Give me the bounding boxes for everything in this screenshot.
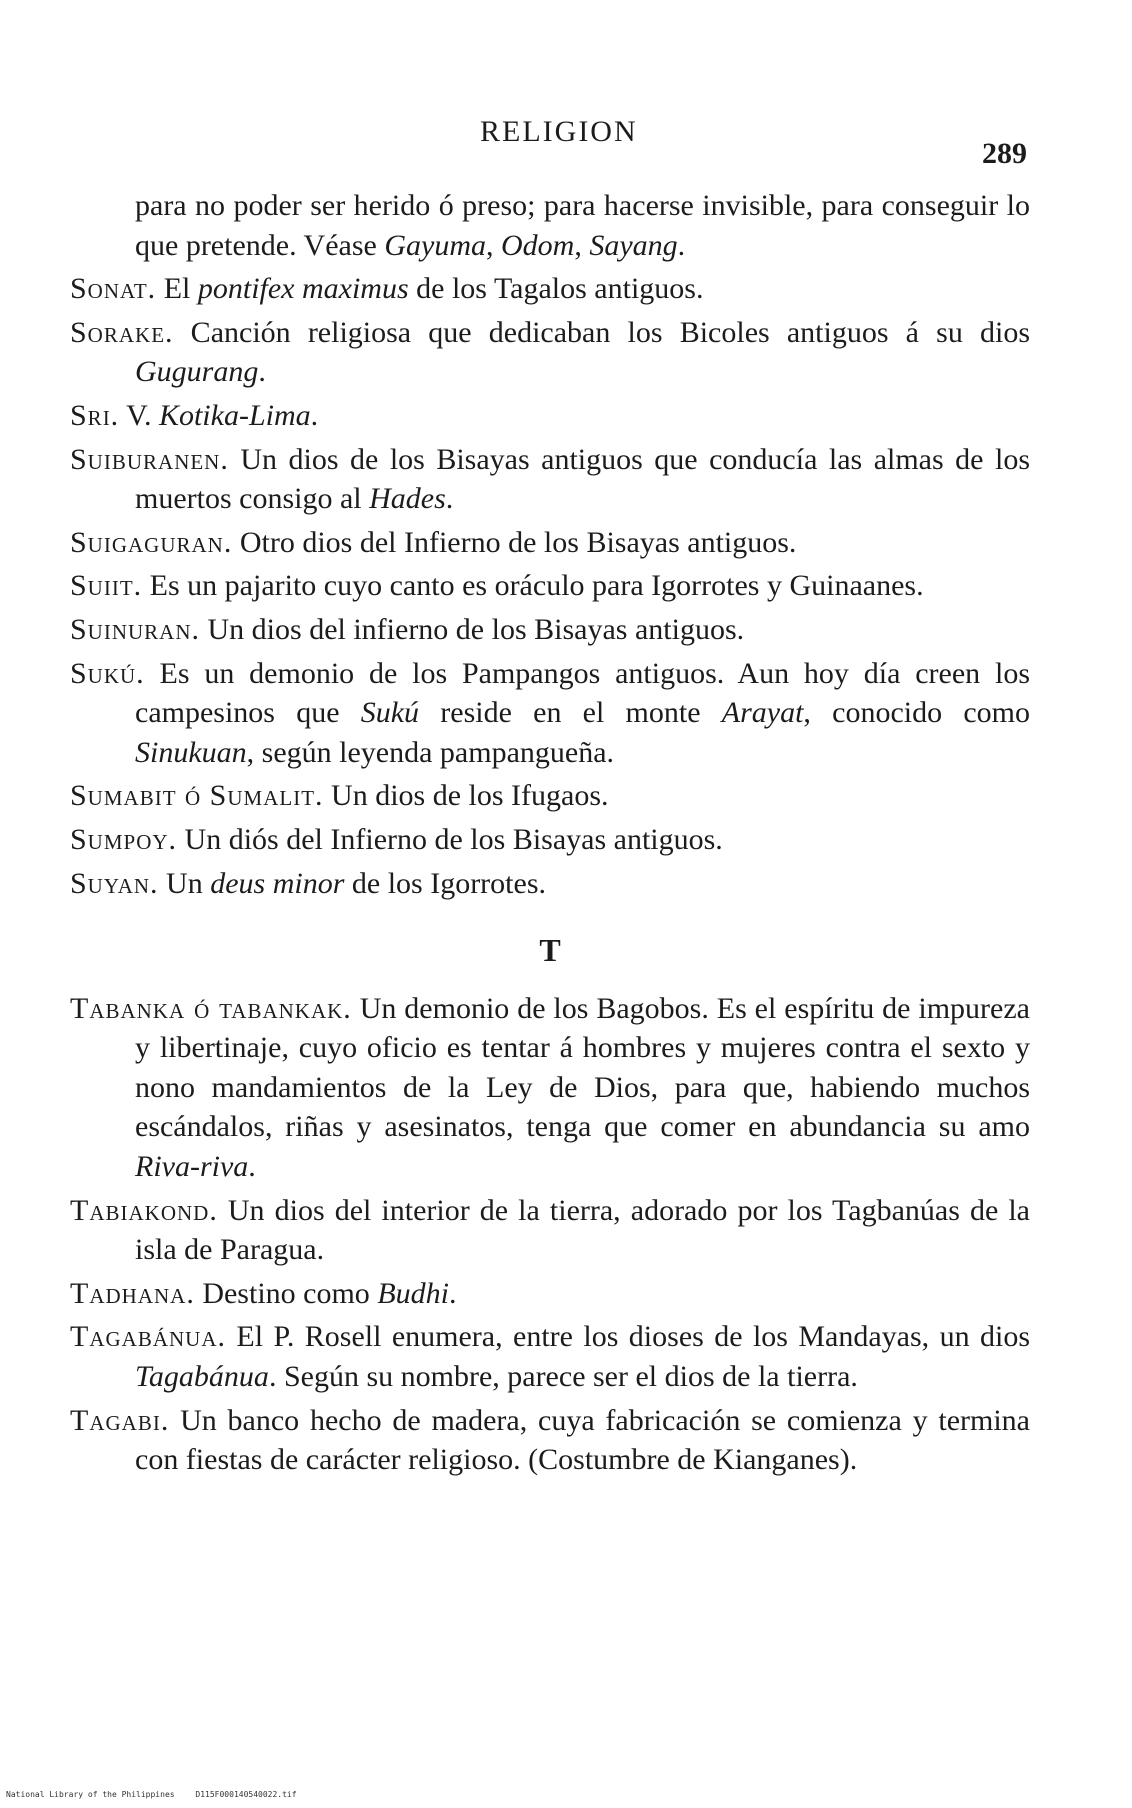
headword: Tagabánua. [70,1320,226,1354]
headword: Sumpoy. [70,822,178,856]
cross-ref: Odom [501,228,575,262]
entry-suku: Sukú. Es un demonio de los Pampangos antiguos. Aun hoy día creen los campesinos que Sukú reside en el monte Arayat, conocido como Sinukuan, según leyenda pampangueña. [70,656,1030,769]
headword: Tabanka ó tabankak. [70,991,352,1025]
scan-footer [6,1790,313,1799]
headword: Sumabit ó Sumalit. [70,779,324,813]
continuation-paragraph: para no poder ser herido ó preso; para hacerse invisible, para conseguir lo que pretende. Véase Gayuma, Odom, Sayang. [135,189,1030,262]
entry-tabanka: Tabanka ó tabankak. Un demonio de los Bagobos. Es el espíritu de impureza y libertinaje, cuyo oficio es tentar á hombres y mujeres contra el sexto y nono mandamientos de la Ley de Dios, para que, habiendo muchos escándalos, riñas y asesinatos, tenga que comer en abundancia su amo Riva-riva. [70,991,1030,1184]
entry-sumabit: Sumabit ó Sumalit. Un dios de los Ifugaos. [70,779,609,813]
section-letter: T [539,932,561,969]
headword: Sorake. [70,315,174,349]
dictionary-body [70,186,1030,1484]
headword: Tabiakond. [70,1193,218,1227]
entry-sri: Sri. V. Kotika-Lima. [70,398,319,432]
headword: Suiit. [70,569,143,603]
headword: Suiburanen. [70,442,229,476]
cross-ref: Gayuma [384,228,486,262]
entry-tagabi: Tagabi. Un banco hecho de madera, cuya fabricación se comienza y termina con fiestas de carácter religioso. (Costumbre de Kianganes). [70,1403,1030,1477]
headword: Sri. [70,398,120,432]
entry-suiit: Suiit. Es un pajarito cuyo canto es oráculo para Igorrotes y Guinaanes. [70,569,924,603]
entry-tadhana: Tadhana. Destino como Budhi. [70,1276,457,1310]
headword: Suyan. [70,866,159,900]
entry-sorake: Sorake. Canción religiosa que dedicaban los Bicoles antiguos á su dios Gugurang. [70,315,1030,389]
footer-file: D115F000140540022.tif [195,1790,297,1799]
entry-suinuran: Suinuran. Un dios del infierno de los Bisayas antiguos. [70,612,745,646]
footer-library: National Library of the Philippines [6,1790,175,1799]
entry-suyan: Suyan. Un deus minor de los Igorrotes. [70,866,546,900]
page-number: 289 [982,137,1027,170]
headword: Sonat. [70,272,157,306]
entry-tabiakond: Tabiakond. Un dios del interior de la tierra, adorado por los Tagbanúas de la isla de Paragua. [70,1193,1030,1267]
headword: Suinuran. [70,612,201,646]
page-header [0,105,1132,170]
entry-sumpoy: Sumpoy. Un diós del Infierno de los Bisayas antiguos. [70,822,723,856]
headword: Tagabi. [70,1403,170,1437]
entry-tagabanua: Tagabánua. El P. Rosell enumera, entre los dioses de los Mandayas, un dios Tagabánua. Según su nombre, parece ser el dios de la tierra. [70,1320,1030,1394]
headword: Tadhana. [70,1276,195,1310]
running-title: RELIGION [480,115,638,148]
cross-ref: Sayang [589,228,678,262]
headword: Suigaguran. [70,525,233,559]
entry-suigaguran: Suigaguran. Otro dios del Infierno de los Bisayas antiguos. [70,525,797,559]
entry-sonat: Sonat. El pontifex maximus de los Tagalos antiguos. [70,272,704,306]
headword: Sukú. [70,656,145,690]
entry-suiburanen: Suiburanen. Un dios de los Bisayas antiguos que conducía las almas de los muertos consigo al Hades. [70,442,1030,516]
